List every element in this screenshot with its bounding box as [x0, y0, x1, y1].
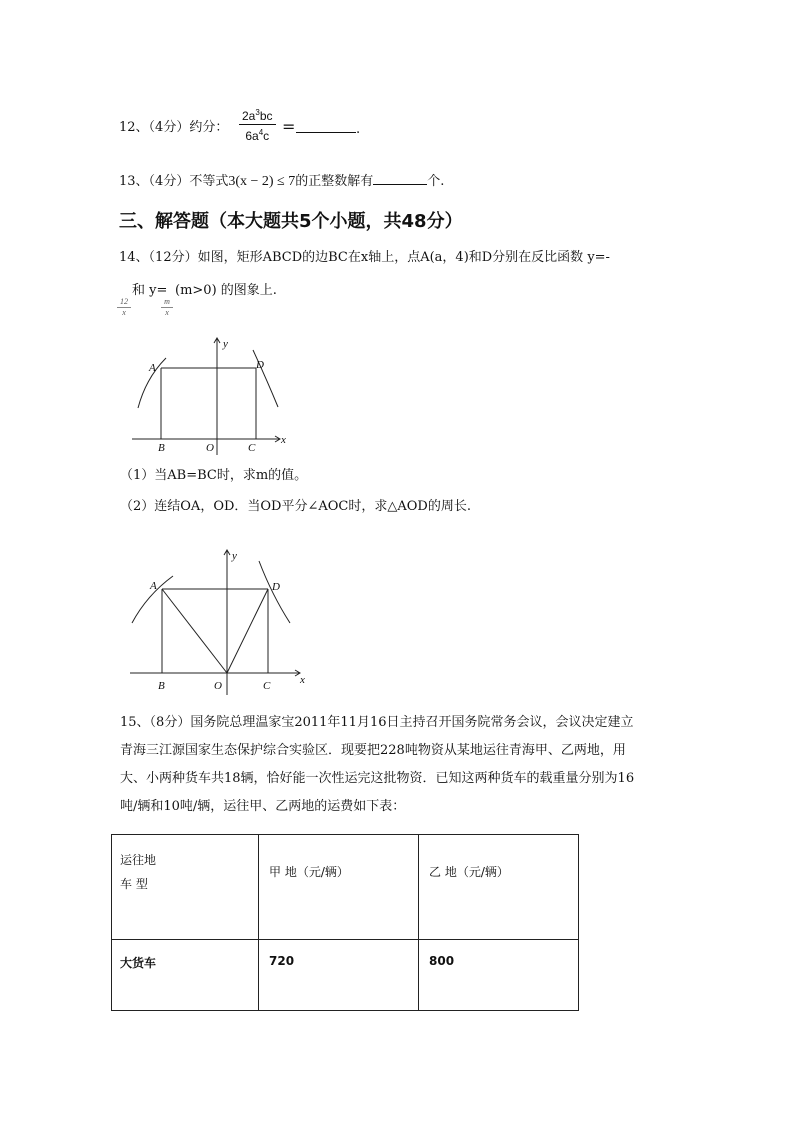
fig2-label-C: C: [263, 680, 271, 692]
freight-cost-table: [111, 834, 579, 1011]
q12-prefix: 12、（4分）约分：: [119, 120, 229, 135]
q14-frac-12-over-x: [117, 297, 131, 318]
q12-den-rest: c: [263, 129, 270, 143]
question-12: [119, 118, 228, 138]
q14-frac1-den: x: [122, 308, 126, 317]
q14-frac2-den: x: [165, 308, 169, 317]
table-cell-jia-cost: [259, 940, 419, 1011]
fig2-label-x: x: [300, 674, 305, 686]
table-header-yi-label: 乙 地（元/辆）: [429, 865, 509, 879]
q13-answer-blank: [373, 170, 427, 185]
q14-line2-a: 和 y=: [132, 283, 168, 298]
q15-line-4: 吨/辆和10吨/辆，运往甲、乙两地的运费如下表：: [120, 799, 406, 814]
table-cell-vehicle-type: [112, 940, 259, 1011]
table-row1-type: 大货车: [120, 956, 157, 970]
table-header-jia: [259, 835, 419, 940]
table-corner-top: 运往地: [120, 853, 157, 867]
fig2-segment-OD: [227, 589, 268, 673]
q14-part1: （1）当AB=BC时，求m的值。: [120, 468, 308, 483]
q14-frac2-num: m: [161, 297, 173, 308]
table-corner-cell: [112, 835, 259, 940]
q12-end: .: [356, 122, 361, 137]
fig1-label-C: C: [248, 442, 256, 454]
q14-line2-b: (m>0) 的图象上.: [175, 283, 277, 298]
table-header-row: [112, 835, 579, 940]
figure-2-triangle-diagram: [120, 545, 315, 697]
table-row1-yi: 800: [429, 954, 455, 968]
q12-num-rest: bc: [259, 109, 273, 123]
question-13: [119, 170, 444, 192]
fig2-label-O: O: [214, 680, 222, 692]
q12-answer-line: [296, 118, 360, 140]
fig1-label-y: y: [223, 338, 228, 350]
figure-1-rectangle-diagram: [120, 332, 300, 457]
q14-part2: （2）连结OA，OD．当OD平分∠AOC时，求△AOD的周长.: [120, 499, 471, 514]
q13-suffix: 的正整数解有: [295, 174, 374, 189]
q12-fraction: [239, 105, 276, 144]
table-header-jia-label: 甲 地（元/辆）: [269, 865, 349, 879]
q13-end: 个.: [427, 174, 445, 189]
fig2-label-D: D: [272, 581, 280, 593]
q15-line-2: 青海三江源国家生态保护综合实验区．现要把228吨物资从某地运往青海甲、乙两地，用: [120, 743, 626, 758]
question-15: [120, 709, 634, 821]
fig1-label-A: A: [149, 362, 156, 374]
fig1-label-B: B: [158, 442, 165, 454]
q14-frac-m-over-x: [161, 297, 173, 318]
table-header-yi: [419, 835, 579, 940]
table-cell-yi-cost: [419, 940, 579, 1011]
table-corner-bottom: 车 型: [120, 877, 148, 891]
fig2-label-y: y: [232, 550, 237, 562]
q13-prefix: 13、（4分）不等式: [119, 174, 229, 189]
fig1-label-x: x: [281, 434, 286, 446]
fig1-label-O: O: [206, 442, 214, 454]
fig2-segment-OA: [162, 589, 227, 673]
q12-num-a: 2a: [242, 109, 256, 123]
q13-math: 3(x − 2) ≤ 7: [228, 174, 296, 189]
table-row: [112, 940, 579, 1011]
fig2-label-B: B: [158, 680, 165, 692]
q12-num-exp: 3: [255, 108, 260, 117]
fig1-label-D: D: [256, 359, 264, 371]
q15-line-1: 15、（8分）国务院总理温家宝2011年11月16日主持召开国务院常务会议，会议决定建立: [120, 715, 634, 730]
q15-line-3: 大、小两种货车共18辆，恰好能一次性运完这批物资．已知这两种货车的载重量分别为16: [120, 771, 635, 786]
q14-frac1-num: 12: [117, 297, 131, 308]
fig2-label-A: A: [150, 580, 157, 592]
q12-den-a: 6a: [245, 129, 259, 143]
q12-den-exp: 4: [258, 128, 264, 137]
section-3-heading: 三、解答题（本大题共5个小题，共48分）: [119, 211, 463, 232]
q12-equals: =: [282, 117, 296, 136]
q14-line1: 14、（12分）如图，矩形ABCD的边BC在x轴上，点A(a，4)和D分别在反比函数 y=-: [119, 250, 610, 265]
table-row1-jia: 720: [269, 954, 295, 968]
